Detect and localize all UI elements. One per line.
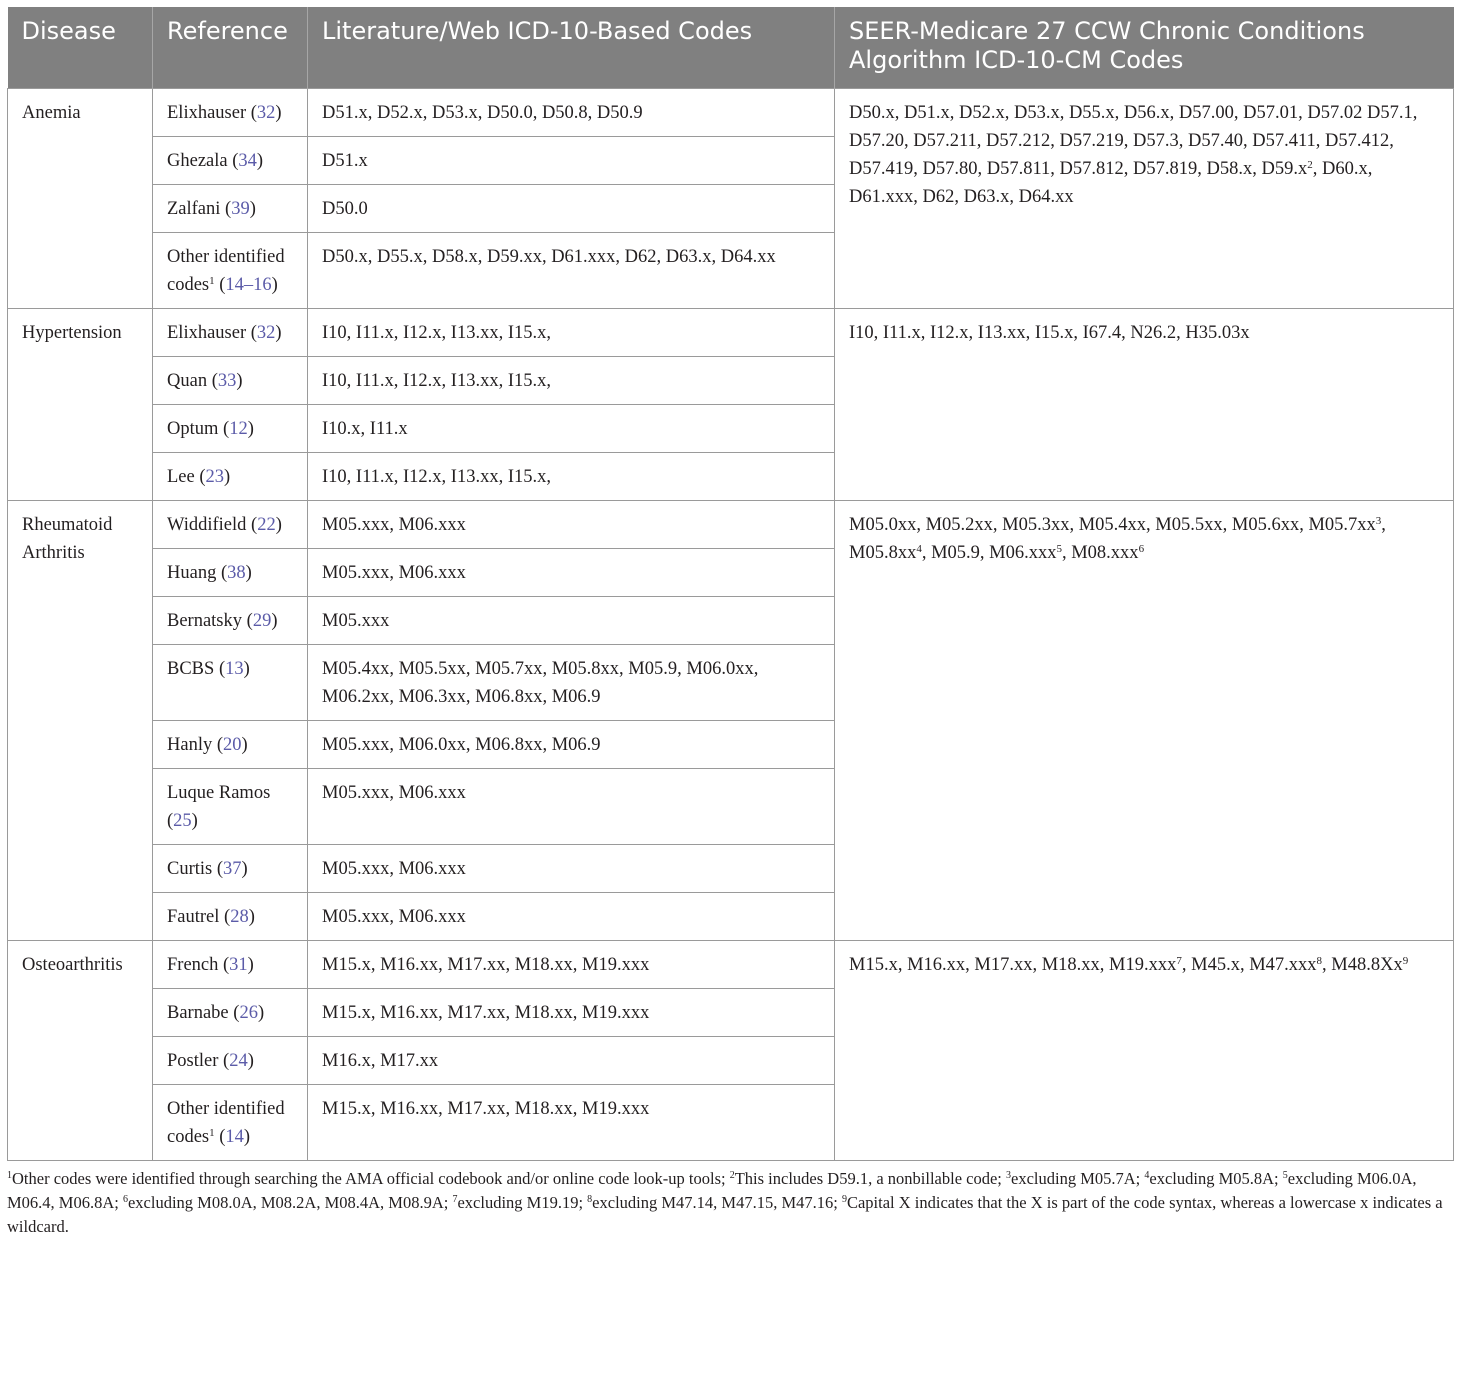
citation-link[interactable]: 32: [256, 103, 276, 123]
seer-codes-cell: D50.x, D51.x, D52.x, D53.x, D55.x, D56.x, D57.00, D57.01, D57.02 D57.1, D57.20, D57.211, D57.212, D57.219, D57.3, D57.40, D57.411, D57.412, D57.419, D57.80, D57.811, D57.812, D57.819, D58.x, $D59.x^2$, D60.x, D61.xxx, D62, D63.x, D64.xx: [835, 89, 1454, 309]
reference-cell: Zalfani (39): [153, 185, 308, 233]
reference-cell: Other identified codes$^1$ (14–16): [153, 233, 308, 309]
codes-cell: I10.x, I11.x: [308, 405, 835, 453]
disease-cell: Rheumatoid Arthritis: [8, 501, 153, 941]
reference-cell: Huang (38): [153, 549, 308, 597]
citation-link[interactable]: 12: [229, 419, 248, 439]
header-seer-line1: SEER-Medicare 27 CCW Chronic Conditions: [849, 17, 1365, 45]
citation-link[interactable]: 39: [231, 199, 250, 219]
codes-cell: I10, I11.x, I12.x, I13.xx, I15.x,: [308, 357, 835, 405]
codes-cell: M05.xxx, M06.0xx, M06.8xx, M06.9: [308, 721, 835, 769]
reference-cell: Fautrel (28): [153, 893, 308, 941]
codes-cell: M05.xxx, M06.xxx: [308, 845, 835, 893]
codes-cell: D50.0: [308, 185, 835, 233]
table-row: [8, 501, 1454, 549]
reference-cell: Other identified codes$^1$ (14): [153, 1085, 308, 1161]
reference-cell: Elixhauser (32): [153, 89, 308, 137]
disease-cell: Osteoarthritis: [8, 941, 153, 1161]
codes-cell: M05.xxx, M06.xxx: [308, 893, 835, 941]
citation-link[interactable]: 26: [239, 1003, 258, 1023]
reference-cell: Luque Ramos (25): [153, 769, 308, 845]
reference-cell: Widdifield (22): [153, 501, 308, 549]
icd-codes-table: [7, 7, 1454, 1161]
citation-link[interactable]: 24: [229, 1051, 248, 1071]
table-footnotes: $^1$Other codes were identified through searching the AMA official codebook and/or online code look-up tools; $^2$This includes D59.1, a nonbillable code; $^3$excluding M05.7A; $^4$excluding M05.8A; $^5$excluding M06.0A, M06.4, M06.8A; $^6$excluding M08.0A, M08.2A, M08.4A, M08.9A; $^7$excluding M19.19; $^8$excluding M47.14, M47.15, M47.16; $^9$Capital X indicates that the X is part of the code syntax, whereas a lowercase x indicates a wildcard.: [7, 1169, 1443, 1236]
table-row: [8, 309, 1454, 357]
citation-link[interactable]: 22: [257, 515, 276, 535]
disease-cell: Anemia: [8, 89, 153, 309]
table-row: [8, 89, 1454, 137]
codes-cell: D51.x, D52.x, D53.x, D50.0, D50.8, D50.9: [308, 89, 835, 137]
seer-codes-cell: M05.0xx, M05.2xx, M05.3xx, M05.4xx, M05.5xx, M05.6xx, $M05.7xx^3$, $M05.8xx^4$, M05.9, M06.xxx$^5$, M08.xxx$^6$: [835, 501, 1454, 941]
citation-link[interactable]: 31: [229, 955, 248, 975]
reference-cell: Hanly (20): [153, 721, 308, 769]
reference-cell: French (31): [153, 941, 308, 989]
disease-cell: Hypertension: [8, 309, 153, 501]
reference-cell: Quan (33): [153, 357, 308, 405]
codes-cell: M05.xxx, M06.xxx: [308, 501, 835, 549]
citation-link[interactable]: 28: [230, 907, 249, 927]
codes-cell: I10, I11.x, I12.x, I13.xx, I15.x,: [308, 309, 835, 357]
citation-link[interactable]: 25: [173, 811, 192, 831]
codes-cell: M15.x, M16.xx, M17.xx, M18.xx, M19.xxx: [308, 989, 835, 1037]
header-row: [8, 7, 1454, 89]
table-row: [8, 941, 1454, 989]
citation-link[interactable]: 20: [223, 735, 242, 755]
reference-cell: Postler (24): [153, 1037, 308, 1085]
reference-cell: Optum (12): [153, 405, 308, 453]
reference-cell: Curtis (37): [153, 845, 308, 893]
reference-cell: Elixhauser (32): [153, 309, 308, 357]
header-reference: Reference: [153, 7, 308, 89]
citation-link[interactable]: 32: [256, 323, 276, 343]
codes-cell: D51.x: [308, 137, 835, 185]
seer-codes-cell: M15.x, M16.xx, M17.xx, M18.xx, M19.xxx$^7$, M45.x, M47.xxx$^8$, M48.8Xx$^9$: [835, 941, 1454, 1161]
reference-cell: Ghezala (34): [153, 137, 308, 185]
citation-link[interactable]: 29: [252, 611, 272, 631]
table-container: [7, 7, 1453, 1239]
citation-link[interactable]: 38: [227, 563, 246, 583]
reference-cell: BCBS (13): [153, 645, 308, 721]
header-seer-codes: [835, 7, 1454, 89]
seer-codes-cell: I10, I11.x, I12.x, I13.xx, I15.x, I67.4, N26.2, H35.03x: [835, 309, 1454, 501]
citation-link[interactable]: 33: [217, 371, 237, 391]
reference-cell: Lee (23): [153, 453, 308, 501]
codes-cell: M15.x, M16.xx, M17.xx, M18.xx, M19.xxx: [308, 1085, 835, 1161]
codes-cell: M05.xxx, M06.xxx: [308, 549, 835, 597]
codes-cell: I10, I11.x, I12.x, I13.xx, I15.x,: [308, 453, 835, 501]
citation-link[interactable]: 14: [225, 1127, 244, 1147]
codes-cell: M16.x, M17.xx: [308, 1037, 835, 1085]
citation-link[interactable]: 14–16: [225, 275, 272, 295]
codes-cell: M15.x, M16.xx, M17.xx, M18.xx, M19.xxx: [308, 941, 835, 989]
citation-link[interactable]: 23: [205, 467, 225, 487]
citation-link[interactable]: 37: [223, 859, 242, 879]
codes-cell: D50.x, D55.x, D58.x, D59.xx, D61.xxx, D62, D63.x, D64.xx: [308, 233, 835, 309]
citation-link[interactable]: 13: [225, 659, 244, 679]
header-disease: Disease: [8, 7, 153, 89]
codes-cell: M05.4xx, M05.5xx, M05.7xx, M05.8xx, M05.9, M06.0xx, M06.2xx, M06.3xx, M06.8xx, M06.9: [308, 645, 835, 721]
header-seer-line2: Algorithm ICD-10-CM Codes: [849, 46, 1184, 74]
reference-cell: Barnabe (26): [153, 989, 308, 1037]
codes-cell: M05.xxx: [308, 597, 835, 645]
reference-cell: Bernatsky (29): [153, 597, 308, 645]
codes-cell: M05.xxx, M06.xxx: [308, 769, 835, 845]
citation-link[interactable]: 34: [238, 151, 257, 171]
header-literature-codes: Literature/Web ICD-10-Based Codes: [308, 7, 835, 89]
